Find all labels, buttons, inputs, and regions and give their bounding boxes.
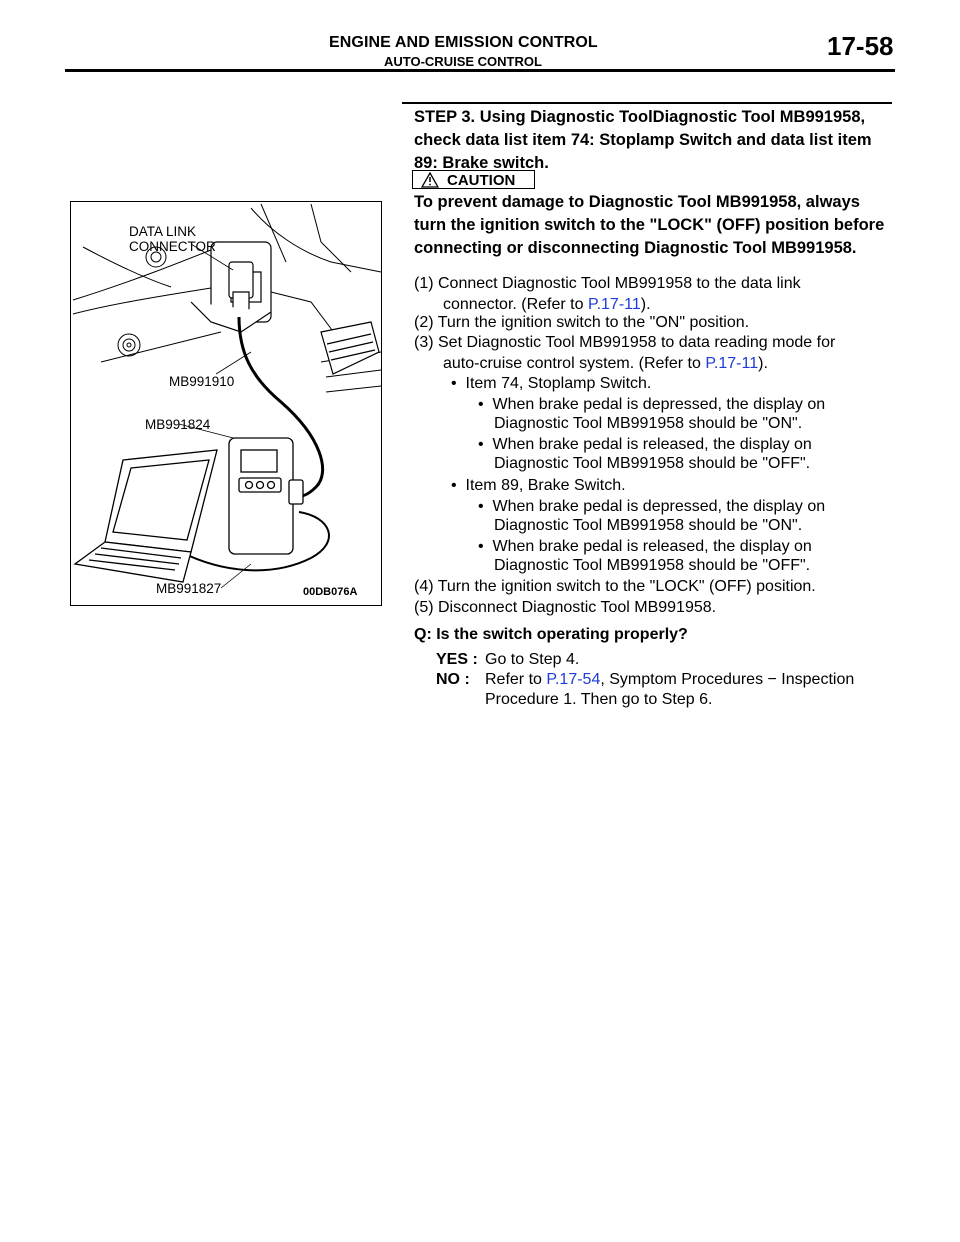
step-rule <box>402 102 892 104</box>
header-rule <box>65 69 895 72</box>
no-text: Refer to P.17-54, Symptom Procedures − Inspection <box>485 671 855 688</box>
bullet-74-depressed: • When brake pedal is depressed, the display on <box>478 396 826 413</box>
ref-link-p17-11[interactable]: P.17-11 <box>587 296 641 313</box>
section-title: ENGINE AND EMISSION CONTROL <box>329 34 598 51</box>
step-heading: STEP 3. Using Diagnostic ToolDiagnostic Tool MB991958, check data list item 74: Stoplamp Switch and data list item 89: Brake switch. <box>414 108 872 172</box>
data-link-connector-label: DATA LINK CONNECTOR <box>129 224 216 254</box>
bullet-74-released: • When brake pedal is released, the display on <box>478 436 812 453</box>
bullet-89-depressed-cont: Diagnostic Tool MB991958 should be "ON". <box>494 517 803 534</box>
instruction-2: (2) Turn the ignition switch to the "ON" position. <box>414 314 750 331</box>
bullet-item-89: • Item 89, Brake Switch. <box>451 477 626 494</box>
bullet-89-released: • When brake pedal is released, the display on <box>478 538 812 555</box>
dash-knob <box>118 247 166 356</box>
ref-link-p17-54[interactable]: P.17-54 <box>546 671 601 688</box>
caution-text: To prevent damage to Diagnostic Tool MB991958, always turn the ignition switch to the "LOCK" (OFF) position before connecting or disconnecting Diagnostic Tool MB991958. <box>414 193 885 257</box>
caution-label: CAUTION <box>447 172 516 189</box>
caution-box <box>412 170 535 189</box>
brake-pedal <box>321 322 379 374</box>
instruction-3: (3) Set Diagnostic Tool MB991958 to data reading mode for <box>414 334 836 351</box>
yes-text: Go to Step 4. <box>485 651 580 668</box>
yes-label: YES : <box>436 651 478 668</box>
page-number: 17-58 <box>827 31 894 61</box>
mb991827-label: MB991827 <box>156 581 222 596</box>
mb991824-device <box>229 438 303 554</box>
mb991910-label: MB991910 <box>169 374 235 389</box>
warning-icon <box>421 172 439 188</box>
laptop-computer <box>75 450 217 582</box>
no-text-cont: Procedure 1. Then go to Step 6. <box>485 691 713 708</box>
bullet-item-74: • Item 74, Stoplamp Switch. <box>451 375 652 392</box>
diagnostic-connection-figure <box>70 201 382 606</box>
instruction-5: (5) Disconnect Diagnostic Tool MB991958. <box>414 599 717 616</box>
instruction-4: (4) Turn the ignition switch to the "LOCK" (OFF) position. <box>414 578 816 595</box>
bullet-74-released-cont: Diagnostic Tool MB991958 should be "OFF". <box>494 455 811 472</box>
bullet-74-depressed-cont: Diagnostic Tool MB991958 should be "ON". <box>494 415 803 432</box>
ref-link-p17-11-b[interactable]: P.17-11 <box>705 355 759 372</box>
instruction-1: (1) Connect Diagnostic Tool MB991958 to the data link <box>414 275 801 292</box>
no-label: NO : <box>436 671 470 688</box>
connection-illustration <box>71 202 383 607</box>
data-link-connector <box>191 242 271 332</box>
instruction-1-cont: connector. (Refer to P.17-11). <box>443 296 651 313</box>
mb991824-label: MB991824 <box>145 417 211 432</box>
question: Q: Is the switch operating properly? <box>414 626 688 643</box>
figure-code: 00DB076A <box>303 586 358 598</box>
instruction-3-cont: auto-cruise control system. (Refer to P.17-11). <box>443 355 768 372</box>
bullet-89-depressed: • When brake pedal is depressed, the display on <box>478 498 826 515</box>
bullet-89-released-cont: Diagnostic Tool MB991958 should be "OFF". <box>494 557 811 574</box>
subsection-title: AUTO-CRUISE CONTROL <box>384 54 542 69</box>
